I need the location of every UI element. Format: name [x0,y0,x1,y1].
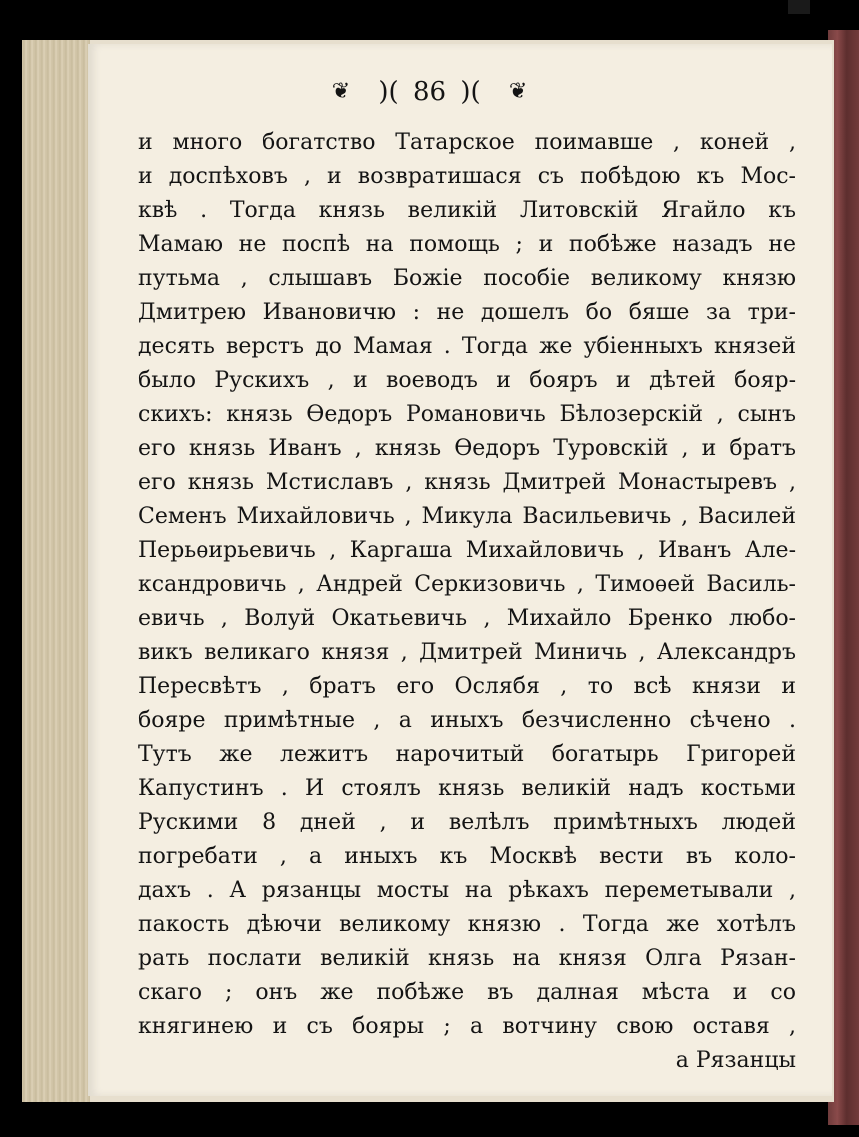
bookmark-tab [788,0,810,14]
text-line: и много богатство Татарское поимавше , коней , [138,130,796,155]
text-line: ксандровичь , Андрей Серкизовичь , Тимоѳей Василь- [138,572,796,597]
catchword: а Рязанцы [675,1048,796,1073]
text-line: скихъ: князь Ѳедоръ Романовичь Бѣлозерскій , сынъ [138,402,796,427]
text-line: Тутъ же лежитъ нарочитый богатырь Григорей [138,742,796,767]
text-line: погребати , а иныхъ къ Москвѣ вести въ коло- [138,844,796,869]
text-line: пакость дѣючи великому князю . Тогда же хотѣлъ [138,912,796,937]
text-line: княгинею и съ бояры ; а вотчину свою оставя , [138,1014,796,1039]
ornament-left-icon: ❦ [331,79,351,104]
text-line: и доспѣховъ , и возвратишася съ побѣдою къ Мос- [138,164,796,189]
page-header [0,76,859,107]
body-text [138,126,796,1078]
text-line: Пересвѣтъ , братъ его Ослябя , то всѣ князи и [138,674,796,699]
text-line: Семенъ Михайловичь , Микула Васильевичь , Василей [138,504,796,529]
text-line: Капустинъ . И стоялъ князь великій надъ костьми [138,776,796,801]
bracket-left: )( [378,77,399,107]
text-line: Рускими 8 дней , и велѣлъ примѣтныхъ людей [138,810,796,835]
bracket-right: )( [460,77,481,107]
page-number: 86 [412,77,447,107]
text-line: Мамаю не поспѣ на помощь ; и побѣже назадъ не [138,232,796,257]
text-line: Перьѳирьевичь , Каргаша Михайловичь , Иванъ Але- [138,538,796,563]
text-line: путьма , слышавъ Божіе пособіе великому князю [138,266,796,291]
text-line: рать послати великій князь на князя Олга Рязан- [138,946,796,971]
text-line: десять верстъ до Мамая . Тогда же убіенныхъ князей [138,334,796,359]
text-line: его князь Иванъ , князь Ѳедоръ Туровскій , и братъ [138,436,796,461]
text-line: было Рускихъ , и воеводъ и бояръ и дѣтей бояр- [138,368,796,393]
text-line: Дмитрею Ивановичю : не дошелъ бо бяше за три- [138,300,796,325]
ornament-right-icon: ❦ [508,79,528,104]
text-line: евичь , Волуй Окатьевичь , Михайло Бренко любо- [138,606,796,631]
text-line: бояре примѣтные , а иныхъ безчисленно сѣчено . [138,708,796,733]
text-line: дахъ . А рязанцы мосты на рѣкахъ переметывали , [138,878,796,903]
text-line: квѣ . Тогда князь великій Литовскій Ягайло къ [138,198,796,223]
text-line: его князь Мстиславъ , князь Дмитрей Монастыревъ , [138,470,796,495]
page-edges [22,40,90,1102]
text-line: викъ великаго князя , Дмитрей Миничь , Александръ [138,640,796,665]
text-line: скаго ; онъ же побѣже въ далная мѣста и со [138,980,796,1005]
